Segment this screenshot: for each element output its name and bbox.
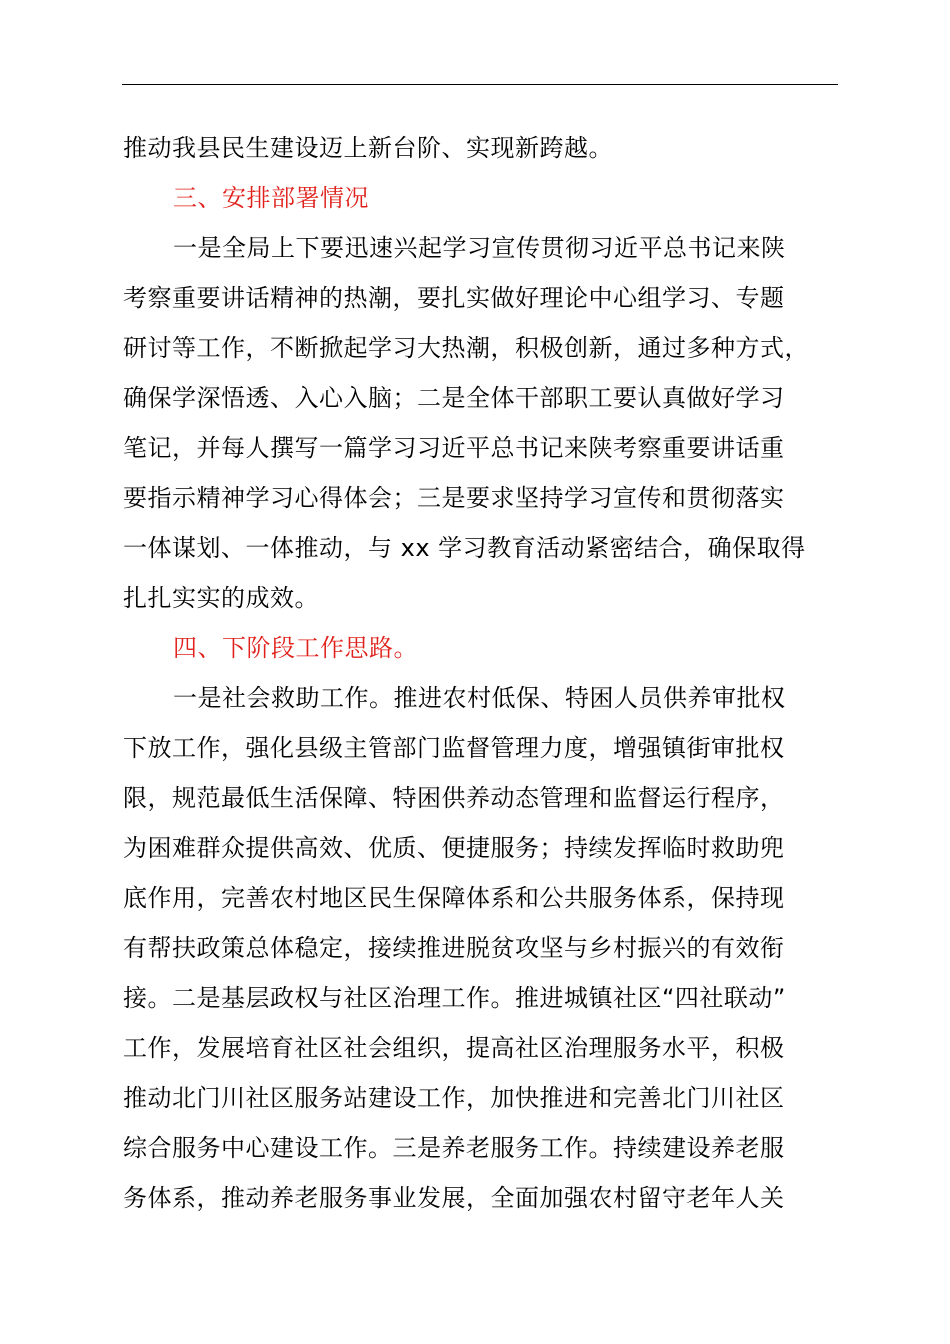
- text-line: 有帮扶政策总体稳定，接续推进脱贫攻坚与乡村振兴的有效衔: [123, 934, 785, 962]
- text-line: 一体谋划、一体推动，与 xx 学习教育活动紧密结合，确保取得: [123, 534, 806, 562]
- text-line: 限，规范最低生活保障、特困供养动态管理和监督运行程序，: [123, 784, 785, 812]
- text-line: 扎扎实实的成效。: [123, 584, 319, 612]
- text-line: 研讨等工作，不断掀起学习大热潮，积极创新，通过多种方式，: [123, 334, 809, 362]
- text-line: 一是全局上下要迅速兴起学习宣传贯彻习近平总书记来陕: [173, 234, 786, 262]
- text-line: 推动北门川社区服务站建设工作，加快推进和完善北门川社区: [123, 1084, 785, 1112]
- text-line: 一是社会救助工作。推进农村低保、特困人员供养审批权: [173, 684, 786, 712]
- text-line: 务体系，推动养老服务事业发展，全面加强农村留守老年人关: [123, 1184, 785, 1212]
- text-line: 工作，发展培育社区社会组织，提高社区治理服务水平，积极: [123, 1034, 785, 1062]
- text-line: 底作用，完善农村地区民生保障体系和公共服务体系，保持现: [123, 884, 785, 912]
- text-line: 考察重要讲话精神的热潮，要扎实做好理论中心组学习、专题: [123, 284, 785, 312]
- text-line: 为困难群众提供高效、优质、便捷服务；持续发挥临时救助兜: [123, 834, 785, 862]
- text-line: 要指示精神学习心得体会；三是要求坚持学习宣传和贯彻落实: [123, 484, 785, 512]
- text-line: 接。二是基层政权与社区治理工作。推进城镇社区“四社联动”: [123, 984, 786, 1012]
- text-line: 综合服务中心建设工作。三是养老服务工作。持续建设养老服: [123, 1134, 785, 1162]
- text-line: 下放工作，强化县级主管部门监督管理力度，增强镇街审批权: [123, 734, 785, 762]
- text-line: 确保学深悟透、入心入脑；二是全体干部职工要认真做好学习: [123, 384, 785, 412]
- section-heading-4: 四、下阶段工作思路。: [173, 634, 418, 662]
- section-heading-3: 三、安排部署情况: [173, 184, 369, 212]
- text-line: 推动我县民生建设迈上新台阶、实现新跨越。: [123, 134, 613, 162]
- header-rule: [122, 84, 838, 85]
- text-line: 笔记，并每人撰写一篇学习习近平总书记来陕考察重要讲话重: [123, 434, 785, 462]
